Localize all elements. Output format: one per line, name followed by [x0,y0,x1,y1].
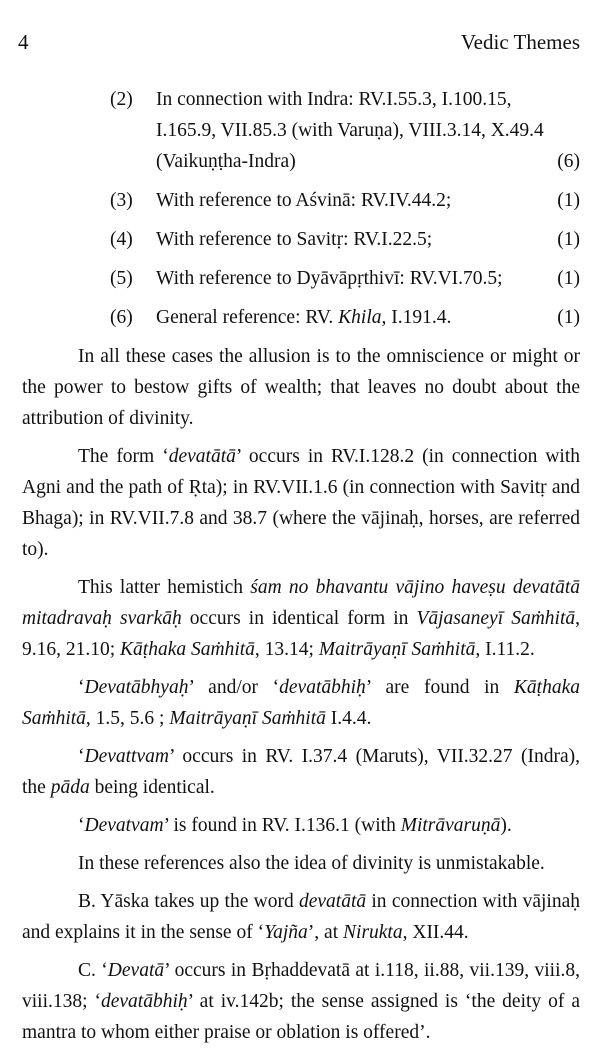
text-run: C. ‘ [78,960,108,981]
text-run: ’ at iv.142b; the sense assigned is ‘the deity of a mantra to whom either praise or oblation is offered’. [22,991,580,1043]
list-item-number: (6) [110,307,133,328]
italic-run: devatātā [298,891,367,912]
text-run: , I.191.4. [381,307,452,328]
italic-run: Devatā [107,960,165,981]
page-body [22,84,580,1048]
paragraph-hemistich [22,572,580,665]
text-run: occurs in identical form in [181,608,417,629]
text-run: B. Yāska takes up the word [78,891,299,912]
text-run: , I.11.2. [475,639,535,660]
list-item-text [156,84,580,177]
italic-run: Nirukta [343,922,403,943]
paragraph-devatabhyah [22,672,580,734]
paragraph-brhaddevata [22,955,580,1048]
list-item [22,302,580,333]
list-item [22,263,580,294]
text-run: ’ occurs in Bṛhaddevatā at i.118, ii.88, vii.139, viii.8, viii.138; ‘ [22,960,581,1012]
text-run: being identical. [89,777,215,798]
italic-run: Khila [338,307,382,328]
italic-run: devatābhiḥ [101,991,188,1012]
text-run: ’ is found in RV. I.136.1 (with [163,815,401,836]
text-run: ’ occurs in RV.I.128.2 (in connection with Agni and the path of Ṛta); in RV.VII.1.6 (in connection with Savitṛ and Bhaga); in RV.VII.7.8 and 38.7 (where the vājinaḥ, horses, are referred to). [22,446,580,560]
italic-run: Mitrāvaruṇā [400,815,501,836]
list-item-text [156,224,580,255]
text-run: ’ occurs in RV. I.37.4 (Maruts), VII.32.27 (Indra), the [22,746,580,798]
list-item-text [156,263,580,294]
running-title: Vedic Themes [460,30,580,54]
list-item-line [156,146,580,177]
italic-run: Devatvam [84,815,164,836]
paragraph-devattvam [22,741,580,803]
text-run: , 13.14; [254,639,319,660]
text-run: General reference: RV. [156,307,339,328]
paragraph-divinity: In these references also the idea of divinity is unmistakable. [78,853,545,874]
list-item-count: (1) [557,229,580,250]
page-number: 4 [18,30,29,54]
list-item-count: (1) [557,268,580,289]
page-header [18,30,580,60]
text-run: This latter hemistich [78,577,251,598]
text-run: , 1.5, 5.6 ; [85,708,170,729]
reference-list [22,84,580,333]
list-item-line: In connection with Indra: RV.I.55.3, I.100.15, [156,89,512,110]
text-run: in connection with vājinaḥ and explains it in the sense of ‘ [22,891,580,943]
text-run: ’ are found in [365,677,514,698]
italic-run: Devattvam [84,746,169,767]
italic-run: Yajña [264,922,308,943]
text-run: I.4.4. [325,708,372,729]
paragraph-omniscience: In all these cases the allusion is to the omniscience or might or the power to bestow gifts of wealth; that leaves no doubt about the attribution of divinity. [22,346,580,429]
list-item-text [156,302,580,333]
list-item-line-text [156,302,451,333]
list-item-count: (6) [557,151,580,172]
list-item-number: (5) [110,268,133,289]
italic-run: śam no bhavantu vājino haveṣu devatātā mitadravaḥ svarkāḥ [22,577,580,629]
text-run: ‘ [78,677,85,698]
list-item-line-text: With reference to Dyāvāpṛthivī: RV.VI.70.5; [156,268,503,289]
text-run: ). [500,815,512,836]
list-item-line: I.165.9, VII.85.3 (with Varuṇa), VIII.3.14, X.49.4 [156,120,544,141]
list-item-number: (3) [110,190,133,211]
text-run: ‘ [78,746,85,767]
italic-run: pāda [50,777,90,798]
list-item-number: (4) [110,229,133,250]
list-item-line-text: With reference to Savitṛ: RV.I.22.5; [156,229,433,250]
paragraph-devatvam [22,810,580,841]
list-item-line-text: (Vaikuṇṭha-Indra) [156,151,296,172]
list-item-line-text: With reference to Aśvinā: RV.IV.44.2; [156,190,452,211]
italic-run: Devatābhyaḥ [84,677,189,698]
list-item-count: (1) [557,190,580,211]
text-run: The form ‘ [78,446,169,467]
list-item-number: (2) [110,89,133,110]
italic-run: devatābhiḥ [279,677,366,698]
italic-run: Kāṭhaka Saṁhitā [22,677,581,729]
text-run: ‘ [78,815,85,836]
text-run: ’, at [307,922,344,943]
italic-run: devatātā [168,446,236,467]
list-item [22,185,580,216]
text-run: , 9.16, 21.10; [22,608,580,660]
text-run: , XII.44. [402,922,469,943]
paragraph-yaska [22,886,580,948]
list-item-count: (1) [557,307,580,328]
list-item [22,84,580,177]
text-run: ’ and/or ‘ [188,677,280,698]
italic-run: Kāṭhaka Saṁhitā [120,639,255,660]
list-item [22,224,580,255]
italic-run: Maitrāyaṇī Saṁhitā [169,708,326,729]
italic-run: Vājasaneyī Saṁhitā [416,608,576,629]
italic-run: Maitrāyaṇī Saṁhitā [318,639,476,660]
paragraph-devatata-form [22,441,580,565]
list-item-text [156,185,580,216]
